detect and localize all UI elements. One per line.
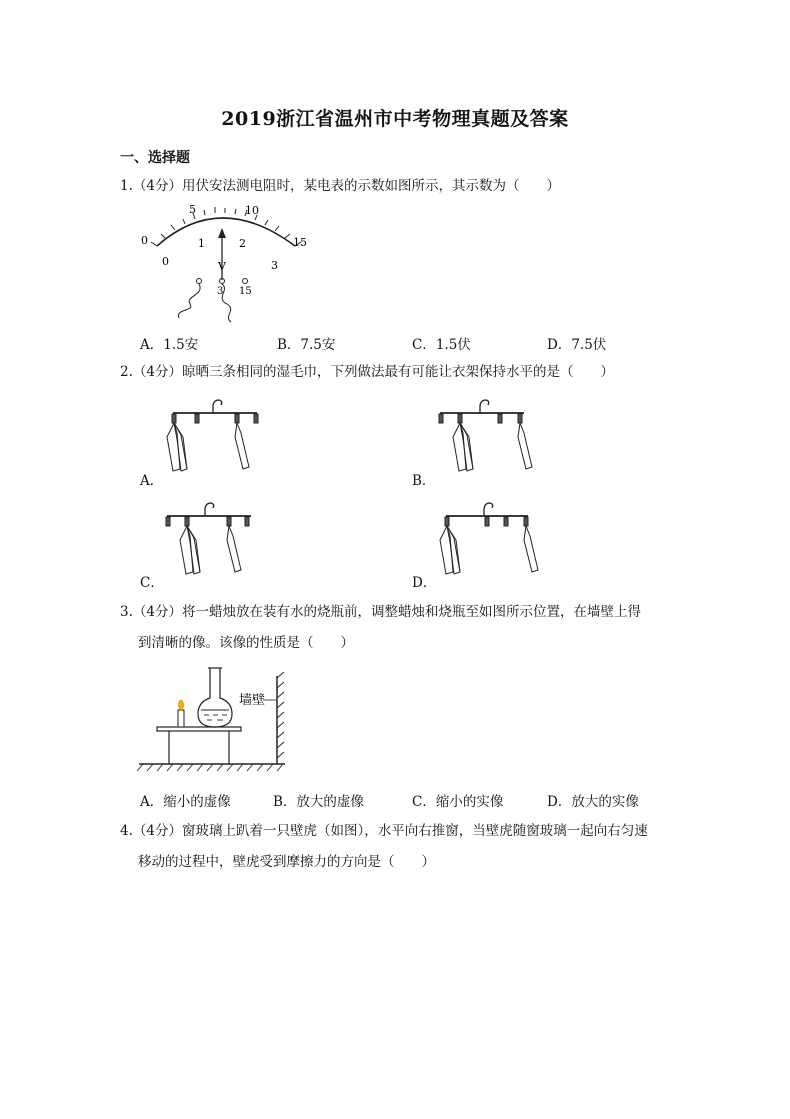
hanger-figure-d	[430, 498, 550, 583]
question-1-text: 1.（4分）用伏安法测电阻时，某电表的示数如图所示，其示数为（ ）	[120, 178, 560, 194]
outer-tick-15: 15	[293, 236, 307, 249]
scale-ticks	[151, 207, 301, 246]
section-heading: 一、选择题	[120, 150, 190, 166]
inner-tick-0: 0	[162, 255, 169, 268]
inner-tick-3: 3	[271, 259, 278, 272]
question-4-line1: 4.（4分）窗玻璃上趴着一只壁虎（如图），水平向右推窗，当壁虎随窗玻璃一起向右匀速	[120, 823, 648, 839]
q2-option-d[interactable]: D．	[412, 575, 437, 591]
terminal-15: 15	[239, 286, 252, 297]
candle-flask-figure	[135, 660, 295, 775]
question-4-line2: 移动的过程中，壁虎受到摩擦力的方向是（ ）	[138, 854, 435, 870]
inner-tick-2: 2	[239, 237, 246, 250]
page-title: 2019浙江省温州市中考物理真题及答案	[221, 108, 569, 130]
needle-arrow-icon	[218, 228, 226, 238]
q3-option-a[interactable]: A．缩小的虚像	[140, 794, 231, 810]
q1-option-b[interactable]: B．7.5安	[277, 337, 336, 353]
wire-left	[178, 284, 200, 318]
hanger-figure-c	[155, 498, 275, 583]
hanger-figure-b	[430, 395, 550, 480]
q2-option-b[interactable]: B．	[412, 473, 436, 489]
outer-tick-5: 5	[189, 203, 196, 216]
flame-icon	[179, 700, 184, 710]
q3-option-c[interactable]: C．缩小的实像	[412, 794, 504, 810]
outer-tick-0: 0	[141, 234, 148, 247]
hanger-figure-a	[155, 395, 275, 480]
q1-option-c[interactable]: C．1.5伏	[412, 337, 471, 353]
question-3-line2: 到清晰的像。该像的性质是（ ）	[138, 635, 354, 651]
question-3-line1: 3.（4分）将一蜡烛放在装有水的烧瓶前，调整蜡烛和烧瓶至如图所示位置，在墙壁上得	[120, 604, 641, 620]
question-2-text: 2.（4分）晾晒三条相同的湿毛巾，下列做法最有可能让衣架保持水平的是（ ）	[120, 364, 614, 380]
candle	[178, 710, 184, 727]
unit-label: V	[218, 260, 226, 273]
flask	[198, 668, 232, 727]
terminal-3: 3	[217, 286, 224, 297]
q2-option-c[interactable]: C．	[140, 575, 164, 591]
q3-option-d[interactable]: D．放大的实像	[547, 794, 639, 810]
table-top	[157, 727, 241, 731]
outer-scale-arc	[157, 218, 295, 246]
q1-option-d[interactable]: D．7.5伏	[547, 337, 607, 353]
q1-option-a[interactable]: A．1.5安	[140, 337, 199, 353]
outer-tick-10: 10	[245, 204, 259, 217]
wall-label: 墙壁	[239, 693, 266, 708]
q3-option-b[interactable]: B．放大的虚像	[273, 794, 364, 810]
inner-tick-1: 1	[198, 237, 205, 250]
q2-option-a[interactable]: A．	[140, 473, 164, 489]
voltmeter-figure	[135, 200, 315, 330]
